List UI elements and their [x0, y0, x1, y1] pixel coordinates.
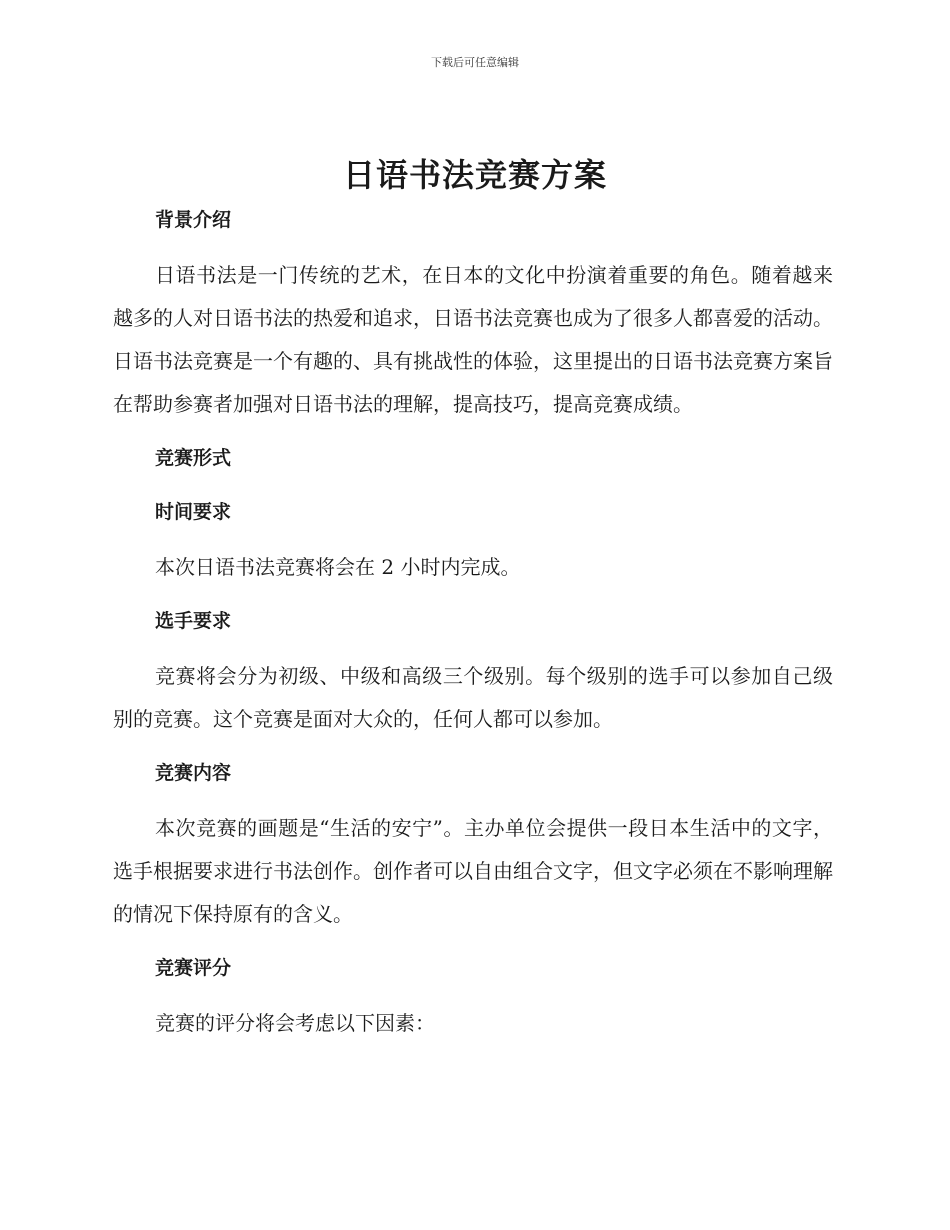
document-title: 日语书法竞赛方案 — [342, 156, 607, 194]
paragraph-time: 本次日语书法竞赛将会在 2 小时内完成。 — [155, 555, 521, 579]
header-note: 下载后可任意编辑 — [431, 56, 519, 69]
section-heading-background: 背景介绍 — [155, 209, 232, 231]
section-heading-scoring: 竞赛评分 — [155, 957, 232, 979]
paragraph-content: 本次竞赛的画题是“生活的安宁”。主办单位会提供一段日本生活中的文字，选手根据要求进行书法创作。创作者可以自由组合文字，但文字必须在不影响理解的情况下保持原有的含义。 — [113, 816, 833, 926]
document-body — [113, 200, 833, 1045]
section-heading-contestants: 选手要求 — [155, 610, 232, 632]
section-heading-format: 竞赛形式 — [155, 447, 232, 469]
paragraph-background: 日语书法是一门传统的艺术，在日本的文化中扮演着重要的角色。随着越来越多的人对日语书法的热爱和追求，日语书法竞赛也成为了很多人都喜爱的活动。日语书法竞赛是一个有趣的、具有挑战性的体验，这里提出的日语书法竞赛方案旨在帮助参赛者加强对日语书法的理解，提高技巧，提高竞赛成绩。 — [113, 263, 833, 416]
paragraph-contestants: 竞赛将会分为初级、中级和高级三个级别。每个级别的选手可以参加自己级别的竞赛。这个竞赛是面对大众的，任何人都可以参加。 — [113, 664, 833, 731]
section-heading-time: 时间要求 — [155, 501, 232, 523]
paragraph-scoring: 竞赛的评分将会考虑以下因素： — [155, 1011, 435, 1035]
section-heading-content: 竞赛内容 — [155, 762, 232, 784]
